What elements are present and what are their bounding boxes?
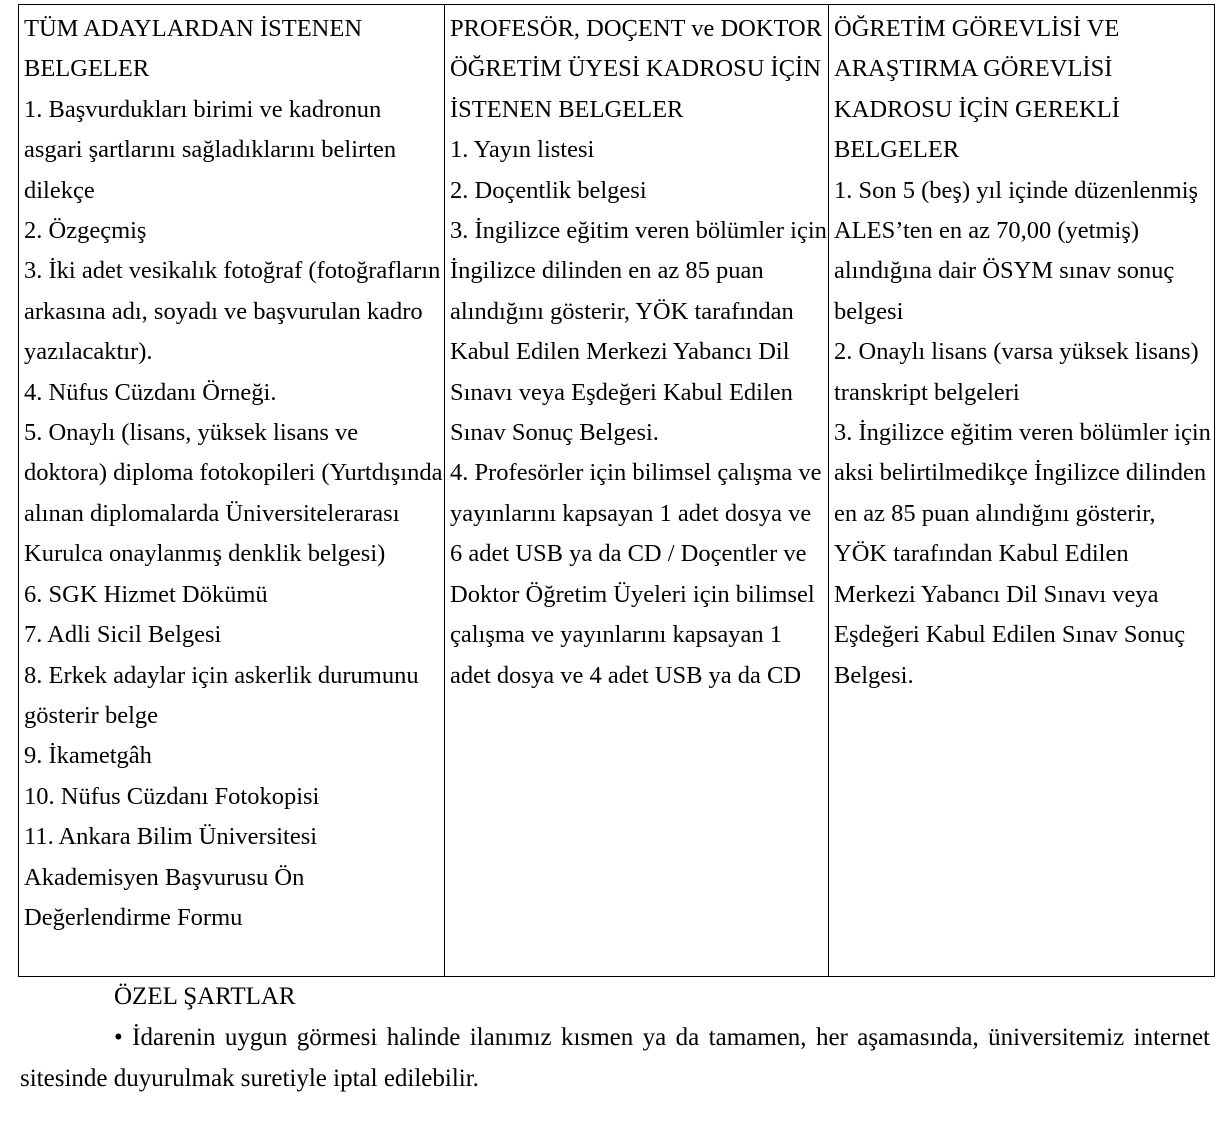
requirements-table bbox=[18, 4, 1215, 977]
list-item: 1. Yayın listesi bbox=[450, 136, 595, 164]
column-heading: TÜM ADAYLARDAN İSTENEN BELGELER bbox=[24, 15, 363, 83]
list-item: 2. Özgeçmiş bbox=[24, 217, 147, 245]
list-item: 2. Onaylı lisans (varsa yüksek lisans) transkript belgeleri bbox=[834, 338, 1199, 406]
list-item: 5. Onaylı (lisans, yüksek lisans ve doktora) diploma fotokopileri (Yurtdışında alınan diplomalarda Üniversitelerarası Kurulca onaylanmış denklik belgesi) bbox=[24, 419, 443, 568]
list-item: 3. İngilizce eğitim veren bölümler için İngilizce dilinden en az 85 puan alındığını gösterir, YÖK tarafından Kabul Edilen Merkezi Yabancı Dil Sınavı veya Eşdeğeri Kabul Edilen Sınav Sonuç Belgesi. bbox=[450, 217, 827, 447]
list-item: 3. İngilizce eğitim veren bölümler için aksi belirtilmedikçe İngilizce dilinden en az 85 puan alındığını gösterir, YÖK tarafından Kabul Edilen Merkezi Yabancı Dil Sınavı veya Eşdeğeri Kabul Edilen Sınav Sonuç Belgesi. bbox=[834, 419, 1211, 689]
special-conditions-paragraph bbox=[20, 1017, 1210, 1099]
column-heading: PROFESÖR, DOÇENT ve DOKTOR ÖĞRETİM ÜYESİ KADROSU İÇİN İSTENEN BELGELER bbox=[450, 15, 823, 123]
list-item: 11. Ankara Bilim Üniversitesi Akademisyen Başvurusu Ön Değerlendirme Formu bbox=[24, 823, 318, 931]
list-item: 9. İkametgâh bbox=[24, 742, 152, 770]
list-item: 4. Nüfus Cüzdanı Örneği. bbox=[24, 378, 277, 406]
list-item: 3. İki adet vesikalık fotoğraf (fotoğrafların arkasına adı, soyadı ve başvurulan kadro yazılacaktır). bbox=[24, 257, 441, 366]
bullet-icon: • bbox=[114, 1024, 123, 1051]
special-conditions-text: İdarenin uygun görmesi halinde ilanımız kısmen ya da tamamen, her aşamasında, üniversitemiz internet sitesinde duyurulmak suretiyle iptal edilebilir. bbox=[20, 1024, 1210, 1092]
column-all-candidates bbox=[19, 5, 445, 977]
list-item: 2. Doçentlik belgesi bbox=[450, 176, 647, 204]
special-conditions-section bbox=[20, 976, 1210, 1099]
column-lecturers-assistants bbox=[829, 5, 1215, 977]
list-item: 10. Nüfus Cüzdanı Fotokopisi bbox=[24, 782, 320, 810]
list-item: 7. Adli Sicil Belgesi bbox=[24, 621, 222, 649]
table-row bbox=[19, 5, 1215, 977]
column-heading: ÖĞRETİM GÖREVLİSİ VE ARAŞTIRMA GÖREVLİSİ KADROSU İÇİN GEREKLİ BELGELER bbox=[834, 15, 1120, 164]
column-faculty-members bbox=[445, 5, 829, 977]
list-item: 4. Profesörler için bilimsel çalışma ve yayınlarını kapsayan 1 adet dosya ve 6 adet USB ya da CD / Doçentler ve Doktor Öğretim Üyeleri için bilimsel çalışma ve yayınlarını kapsayan 1 adet dosya ve 4 adet USB ya da CD bbox=[450, 459, 822, 689]
list-item: 8. Erkek adaylar için askerlik durumunu gösterir belge bbox=[24, 661, 419, 729]
list-item: 6. SGK Hizmet Dökümü bbox=[24, 580, 268, 608]
list-item: 1. Başvurdukları birimi ve kadronun asgari şartlarını sağladıklarını belirten dilekçe bbox=[24, 95, 397, 204]
special-conditions-title: ÖZEL ŞARTLAR bbox=[114, 983, 296, 1010]
list-item: 1. Son 5 (beş) yıl içinde düzenlenmiş ALES’ten en az 70,00 (yetmiş) alındığına dair ÖSYM sınav sonuç belgesi bbox=[834, 176, 1199, 325]
